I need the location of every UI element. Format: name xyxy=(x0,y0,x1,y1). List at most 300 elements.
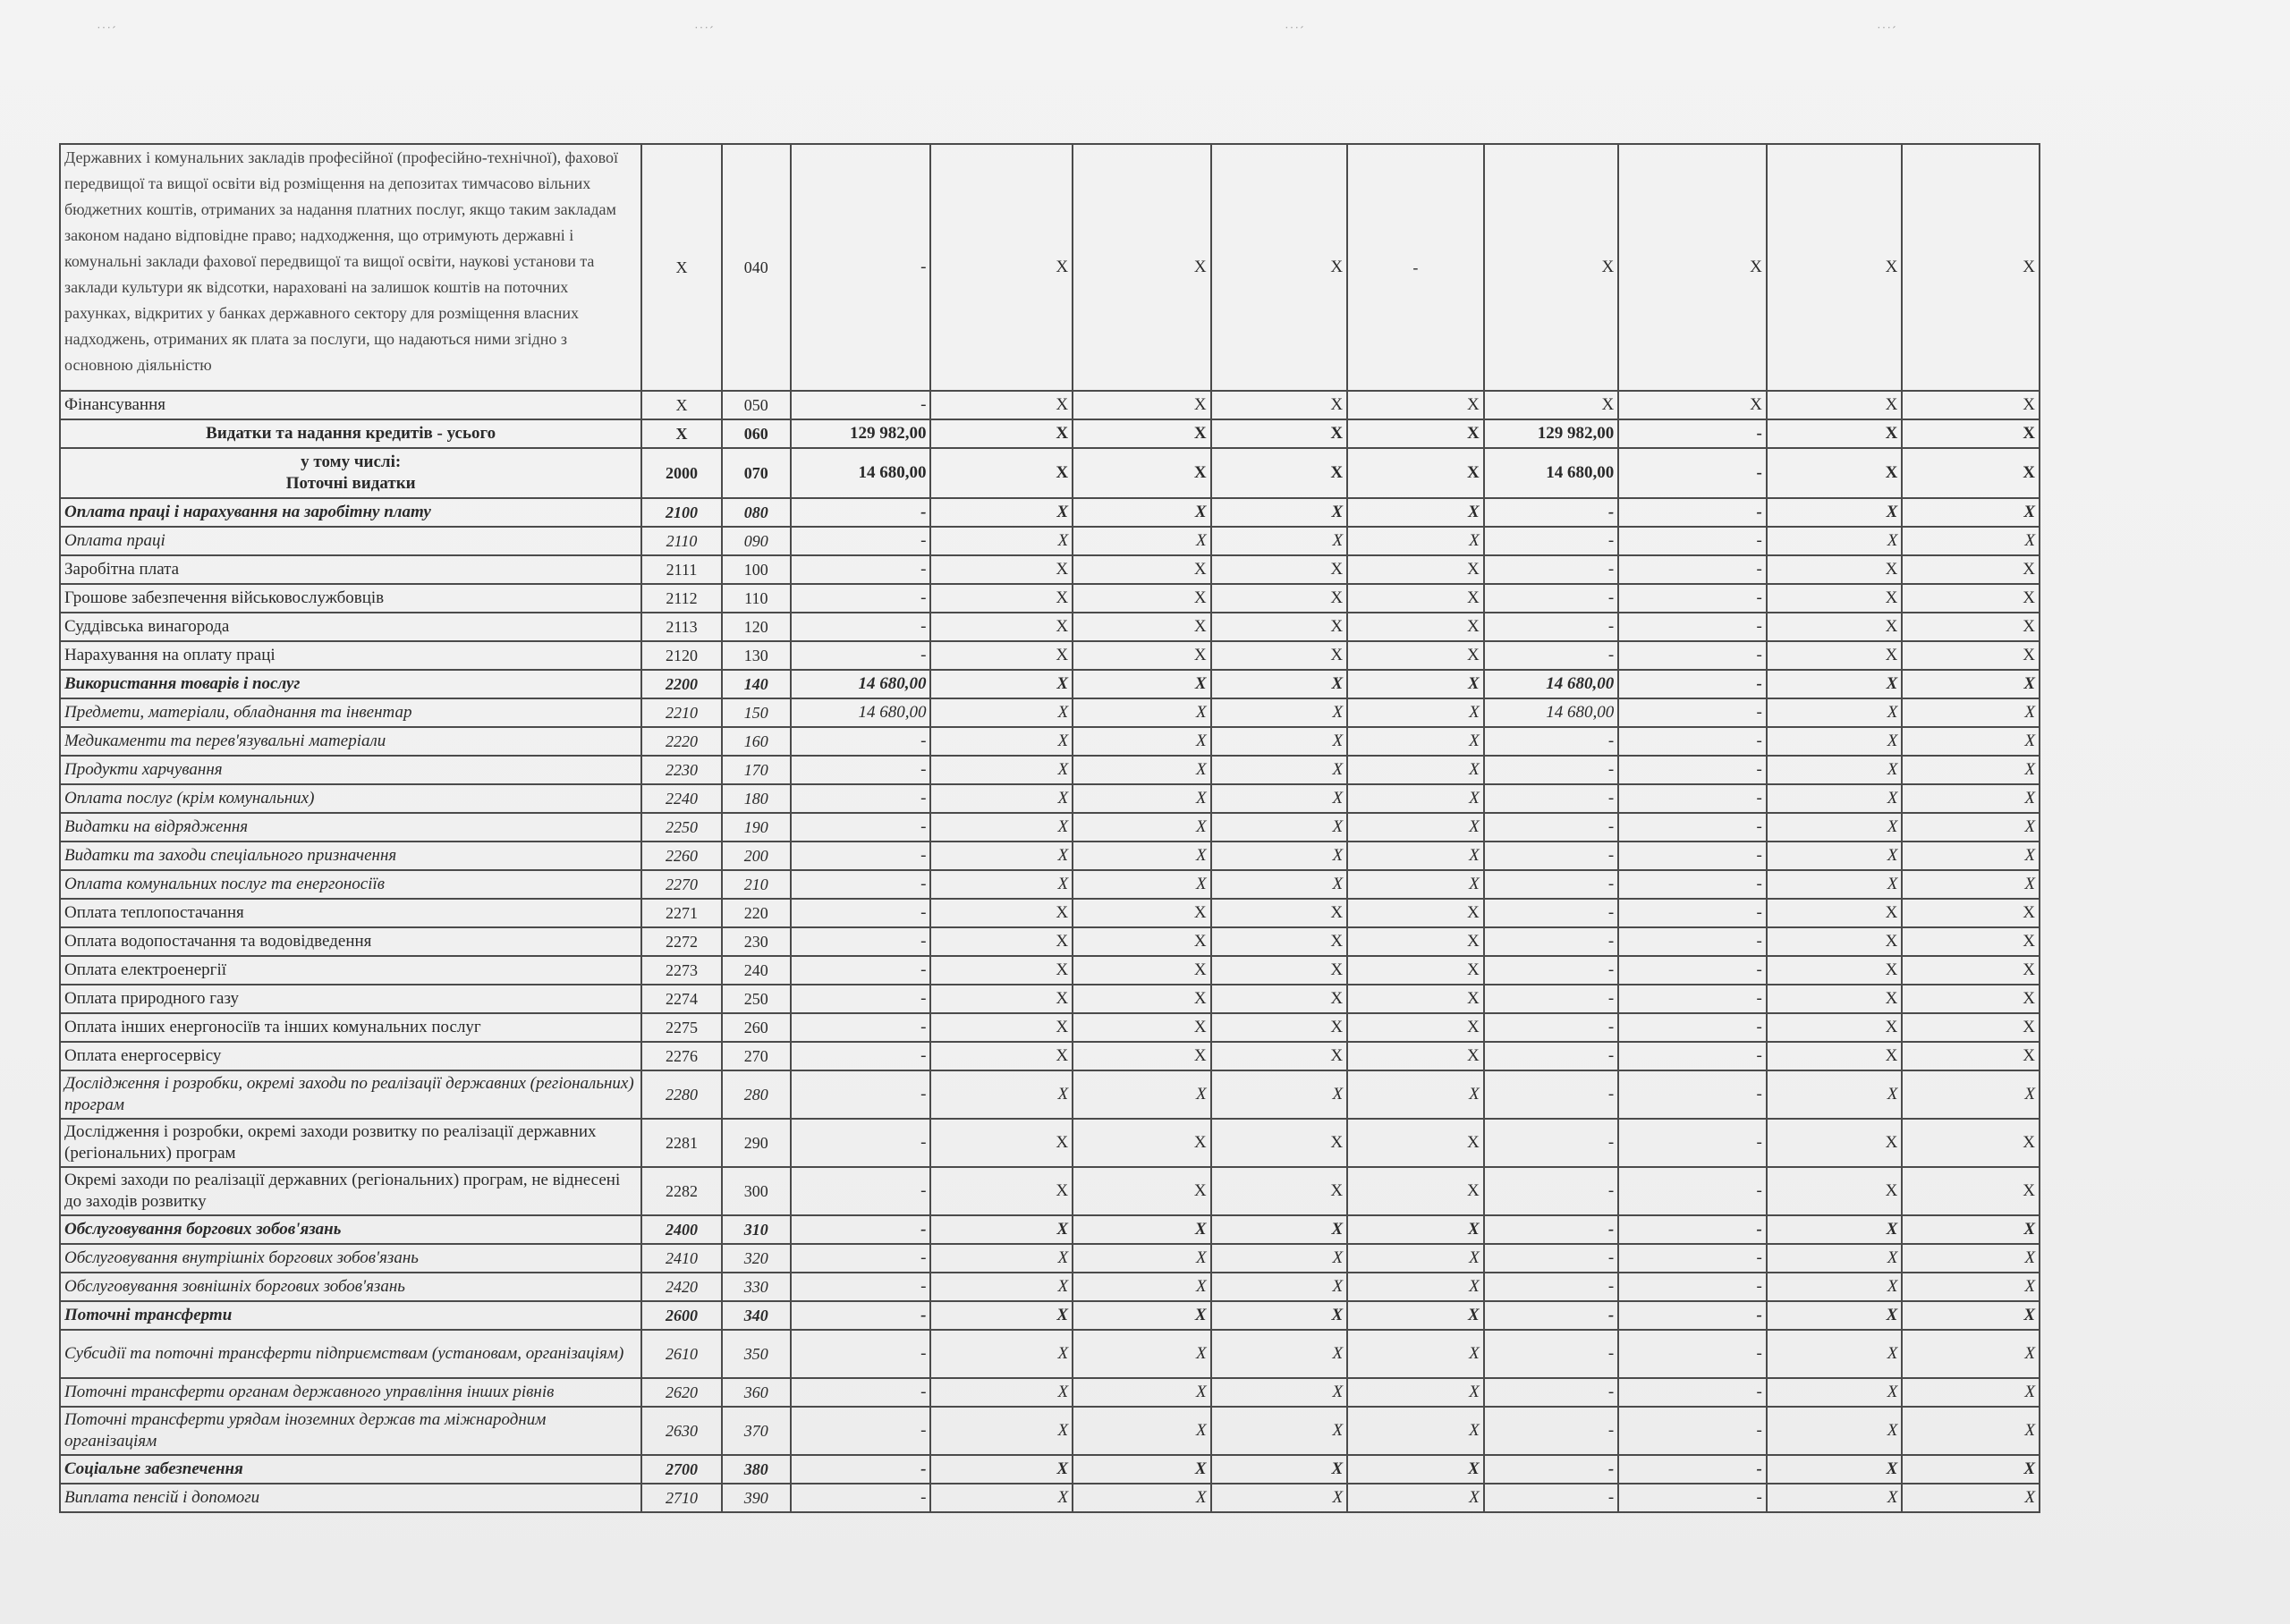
value-cell: Х xyxy=(1767,1378,1903,1407)
value-cell: Х xyxy=(1073,498,1211,527)
value-cell: - xyxy=(1484,1167,1619,1215)
value-cell: - xyxy=(1618,1013,1767,1042)
table-row xyxy=(60,1167,2040,1215)
value-cell: Х xyxy=(1347,555,1484,584)
value-cell: Х xyxy=(930,870,1073,899)
row-label: Державних і комунальних закладів професійної (професійно-технічної), фахової передвищої та вищої освіти від розміщення на депозитах тимчасово вільних бюджетних коштів, отриманих за надання платних послуг, якщо таким закладам законом надано відповідне право; надходження, що отримують державні і комунальні заклади фахової передвищої та вищої освіти, наукові установи та заклади культури як відсотки, нараховані на залишок коштів на поточних рахунках, відкритих у банках державного сектору для розміщення власних надходжень, отриманих як плата за послуги, що надаються ними згідно з основною діяльністю xyxy=(60,144,641,391)
value-cell: Х xyxy=(1347,613,1484,641)
value-cell: Х xyxy=(1073,1455,1211,1484)
value-cell: Х xyxy=(1902,870,2040,899)
value-cell: Х xyxy=(1902,144,2040,391)
kekv-code: 2273 xyxy=(641,956,721,985)
value-cell: Х xyxy=(1347,698,1484,727)
value-cell: Х xyxy=(1347,899,1484,927)
line-code: 060 xyxy=(722,419,791,448)
value-cell: - xyxy=(791,956,931,985)
value-cell: Х xyxy=(1902,1013,2040,1042)
table-row xyxy=(60,899,2040,927)
value-cell: - xyxy=(1484,727,1619,756)
value-cell: - xyxy=(1618,813,1767,842)
value-cell: Х xyxy=(1211,1070,1348,1119)
value-cell: Х xyxy=(1073,419,1211,448)
table-row xyxy=(60,555,2040,584)
value-cell: Х xyxy=(930,1407,1073,1455)
table-row xyxy=(60,698,2040,727)
value-cell: - xyxy=(1618,1378,1767,1407)
value-cell: Х xyxy=(1767,498,1903,527)
punch-mark: ˙˙˙´ xyxy=(97,25,117,38)
value-cell: - xyxy=(1484,555,1619,584)
line-code: 150 xyxy=(722,698,791,727)
value-cell: Х xyxy=(930,498,1073,527)
line-code: 280 xyxy=(722,1070,791,1119)
value-cell: Х xyxy=(930,1042,1073,1070)
value-cell: Х xyxy=(1767,641,1903,670)
value-cell: Х xyxy=(1902,448,2040,498)
value-cell: Х xyxy=(1767,527,1903,555)
value-cell: - xyxy=(791,1119,931,1167)
value-cell: - xyxy=(1618,1167,1767,1215)
value-cell: Х xyxy=(1211,613,1348,641)
value-cell: Х xyxy=(1767,670,1903,698)
line-code: 090 xyxy=(722,527,791,555)
value-cell: Х xyxy=(1211,1215,1348,1244)
table-row xyxy=(60,1042,2040,1070)
line-code: 070 xyxy=(722,448,791,498)
value-cell: Х xyxy=(1767,1070,1903,1119)
table-row xyxy=(60,670,2040,698)
value-cell: Х xyxy=(1767,1119,1903,1167)
value-cell: Х xyxy=(930,899,1073,927)
value-cell: Х xyxy=(1211,391,1348,419)
value-cell: Х xyxy=(930,584,1073,613)
budget-table xyxy=(59,143,2040,1513)
line-code: 050 xyxy=(722,391,791,419)
value-cell: 14 680,00 xyxy=(1484,670,1619,698)
value-cell: - xyxy=(1484,1301,1619,1330)
value-cell: Х xyxy=(1073,448,1211,498)
value-cell: Х xyxy=(1347,727,1484,756)
table-row xyxy=(60,1119,2040,1167)
row-label: Обслуговування внутрішніх боргових зобов'язань xyxy=(60,1244,641,1273)
kekv-code: 2120 xyxy=(641,641,721,670)
value-cell: Х xyxy=(930,144,1073,391)
value-cell: Х xyxy=(1073,670,1211,698)
value-cell: Х xyxy=(1347,1167,1484,1215)
value-cell: - xyxy=(1484,641,1619,670)
row-label: Оплата послуг (крім комунальних) xyxy=(60,784,641,813)
value-cell: Х xyxy=(1767,391,1903,419)
value-cell: - xyxy=(1618,670,1767,698)
value-cell: Х xyxy=(1902,1301,2040,1330)
value-cell: Х xyxy=(1347,419,1484,448)
row-label: Обслуговування зовнішніх боргових зобов'язань xyxy=(60,1273,641,1301)
value-cell: - xyxy=(791,1215,931,1244)
value-cell: Х xyxy=(1211,1167,1348,1215)
value-cell: Х xyxy=(1767,813,1903,842)
line-code: 370 xyxy=(722,1407,791,1455)
value-cell: Х xyxy=(1767,756,1903,784)
value-cell: Х xyxy=(1211,1484,1348,1512)
value-cell: Х xyxy=(1073,527,1211,555)
table-row xyxy=(60,1013,2040,1042)
value-cell: Х xyxy=(1073,1042,1211,1070)
value-cell: Х xyxy=(1073,870,1211,899)
kekv-code: Х xyxy=(641,391,721,419)
kekv-code: 2400 xyxy=(641,1215,721,1244)
kekv-code: 2260 xyxy=(641,842,721,870)
value-cell: - xyxy=(791,1070,931,1119)
value-cell: - xyxy=(1618,842,1767,870)
value-cell: Х xyxy=(1902,1070,2040,1119)
value-cell: - xyxy=(1484,1378,1619,1407)
value-cell: Х xyxy=(1211,956,1348,985)
value-cell: Х xyxy=(1767,899,1903,927)
value-cell: Х xyxy=(930,613,1073,641)
table-row xyxy=(60,448,2040,498)
line-code: 380 xyxy=(722,1455,791,1484)
value-cell: Х xyxy=(1211,842,1348,870)
value-cell: Х xyxy=(1902,1455,2040,1484)
value-cell: Х xyxy=(1211,1273,1348,1301)
value-cell: - xyxy=(1484,613,1619,641)
line-code: 250 xyxy=(722,985,791,1013)
value-cell: - xyxy=(791,584,931,613)
table-row xyxy=(60,527,2040,555)
kekv-code: 2600 xyxy=(641,1301,721,1330)
value-cell: Х xyxy=(1211,527,1348,555)
value-cell: Х xyxy=(1211,813,1348,842)
value-cell: Х xyxy=(1902,985,2040,1013)
value-cell: - xyxy=(1618,641,1767,670)
value-cell: - xyxy=(791,899,931,927)
value-cell: Х xyxy=(1073,391,1211,419)
row-label: Використання товарів і послуг xyxy=(60,670,641,698)
value-cell: Х xyxy=(1767,1273,1903,1301)
value-cell: Х xyxy=(1211,899,1348,927)
value-cell: - xyxy=(1618,985,1767,1013)
value-cell: Х xyxy=(1211,1244,1348,1273)
row-label-line: Поточні видатки xyxy=(285,474,416,493)
kekv-code: 2630 xyxy=(641,1407,721,1455)
value-cell: Х xyxy=(1347,1244,1484,1273)
row-label: Нарахування на оплату праці xyxy=(60,641,641,670)
value-cell: Х xyxy=(1211,670,1348,698)
value-cell: Х xyxy=(1902,1378,2040,1407)
value-cell: - xyxy=(1618,956,1767,985)
value-cell: Х xyxy=(1211,727,1348,756)
value-cell: Х xyxy=(930,1070,1073,1119)
line-code: 330 xyxy=(722,1273,791,1301)
line-code: 300 xyxy=(722,1167,791,1215)
value-cell: Х xyxy=(1347,641,1484,670)
line-code: 310 xyxy=(722,1215,791,1244)
value-cell: 14 680,00 xyxy=(791,448,931,498)
kekv-code: 2280 xyxy=(641,1070,721,1119)
row-label: Медикаменти та перев'язувальні матеріали xyxy=(60,727,641,756)
value-cell: Х xyxy=(1073,1273,1211,1301)
kekv-code: 2220 xyxy=(641,727,721,756)
value-cell: Х xyxy=(1902,1244,2040,1273)
value-cell: Х xyxy=(1347,813,1484,842)
value-cell: Х xyxy=(1902,927,2040,956)
table-row xyxy=(60,391,2040,419)
table-row xyxy=(60,784,2040,813)
value-cell: Х xyxy=(1767,1244,1903,1273)
value-cell: Х xyxy=(1902,1042,2040,1070)
value-cell: - xyxy=(791,641,931,670)
value-cell: - xyxy=(1484,584,1619,613)
value-cell: Х xyxy=(1767,1167,1903,1215)
line-code: 040 xyxy=(722,144,791,391)
value-cell: Х xyxy=(930,698,1073,727)
value-cell: Х xyxy=(1211,1455,1348,1484)
line-code: 180 xyxy=(722,784,791,813)
value-cell: - xyxy=(1618,1070,1767,1119)
value-cell: Х xyxy=(1073,1301,1211,1330)
value-cell: - xyxy=(791,1013,931,1042)
value-cell: Х xyxy=(1347,1215,1484,1244)
table-row xyxy=(60,870,2040,899)
value-cell: Х xyxy=(930,670,1073,698)
value-cell: Х xyxy=(1484,391,1619,419)
value-cell: - xyxy=(1618,1273,1767,1301)
value-cell: Х xyxy=(930,927,1073,956)
value-cell: - xyxy=(1618,698,1767,727)
value-cell: Х xyxy=(1347,985,1484,1013)
value-cell: - xyxy=(1618,1455,1767,1484)
value-cell: - xyxy=(1618,1301,1767,1330)
row-label: Поточні трансферти органам державного управління інших рівнів xyxy=(60,1378,641,1407)
value-cell: Х xyxy=(1347,1119,1484,1167)
value-cell: Х xyxy=(1073,555,1211,584)
value-cell: 129 982,00 xyxy=(791,419,931,448)
kekv-code: Х xyxy=(641,144,721,391)
value-cell: - xyxy=(1484,498,1619,527)
value-cell: - xyxy=(791,756,931,784)
value-cell: - xyxy=(1618,1407,1767,1455)
value-cell: Х xyxy=(1767,448,1903,498)
value-cell: Х xyxy=(1902,1215,2040,1244)
value-cell: Х xyxy=(1211,1013,1348,1042)
value-cell: Х xyxy=(1347,756,1484,784)
value-cell: - xyxy=(791,527,931,555)
kekv-code: 2111 xyxy=(641,555,721,584)
table-row xyxy=(60,498,2040,527)
value-cell: - xyxy=(1618,584,1767,613)
value-cell: Х xyxy=(930,1273,1073,1301)
value-cell: - xyxy=(1484,1042,1619,1070)
value-cell: Х xyxy=(930,1244,1073,1273)
line-code: 100 xyxy=(722,555,791,584)
value-cell: - xyxy=(1484,1273,1619,1301)
value-cell: - xyxy=(1618,613,1767,641)
value-cell: Х xyxy=(1347,1330,1484,1378)
value-cell: Х xyxy=(930,1484,1073,1512)
kekv-code: 2274 xyxy=(641,985,721,1013)
row-label: Оплата праці і нарахування на заробітну плату xyxy=(60,498,641,527)
value-cell: - xyxy=(1484,1455,1619,1484)
value-cell: - xyxy=(1618,419,1767,448)
value-cell: Х xyxy=(1767,584,1903,613)
table-row xyxy=(60,1273,2040,1301)
value-cell: - xyxy=(1484,527,1619,555)
value-cell: 129 982,00 xyxy=(1484,419,1619,448)
value-cell: Х xyxy=(1211,870,1348,899)
value-cell: Х xyxy=(1211,985,1348,1013)
value-cell: - xyxy=(1484,985,1619,1013)
value-cell: Х xyxy=(1073,985,1211,1013)
value-cell: Х xyxy=(930,727,1073,756)
value-cell: Х xyxy=(1073,927,1211,956)
value-cell: - xyxy=(1618,527,1767,555)
value-cell: Х xyxy=(1211,498,1348,527)
value-cell: Х xyxy=(1073,813,1211,842)
value-cell: - xyxy=(1484,813,1619,842)
value-cell: Х xyxy=(1211,927,1348,956)
value-cell: Х xyxy=(1211,419,1348,448)
value-cell: - xyxy=(1618,927,1767,956)
row-label: Оплата електроенергії xyxy=(60,956,641,985)
value-cell: - xyxy=(791,144,931,391)
line-code: 210 xyxy=(722,870,791,899)
value-cell: Х xyxy=(930,956,1073,985)
value-cell: Х xyxy=(1073,1244,1211,1273)
row-label xyxy=(60,448,641,498)
value-cell: - xyxy=(1618,870,1767,899)
kekv-code: 2250 xyxy=(641,813,721,842)
value-cell: Х xyxy=(930,448,1073,498)
table-row xyxy=(60,419,2040,448)
line-code: 340 xyxy=(722,1301,791,1330)
table-row xyxy=(60,956,2040,985)
value-cell: - xyxy=(1618,555,1767,584)
value-cell: Х xyxy=(1347,784,1484,813)
value-cell: Х xyxy=(1073,1013,1211,1042)
value-cell: - xyxy=(1618,1042,1767,1070)
value-cell: Х xyxy=(1211,584,1348,613)
value-cell: Х xyxy=(1902,899,2040,927)
value-cell: Х xyxy=(1211,1042,1348,1070)
line-code: 350 xyxy=(722,1330,791,1378)
kekv-code: 2270 xyxy=(641,870,721,899)
value-cell: Х xyxy=(930,842,1073,870)
kekv-code: 2000 xyxy=(641,448,721,498)
value-cell: Х xyxy=(1902,391,2040,419)
value-cell: Х xyxy=(1767,419,1903,448)
row-label: Оплата природного газу xyxy=(60,985,641,1013)
table-row xyxy=(60,1407,2040,1455)
punch-mark: ˙˙˙´ xyxy=(1285,25,1305,38)
value-cell: - xyxy=(1484,1244,1619,1273)
value-cell: Х xyxy=(930,1378,1073,1407)
value-cell: - xyxy=(1484,870,1619,899)
value-cell: - xyxy=(791,784,931,813)
value-cell: Х xyxy=(1902,1407,2040,1455)
value-cell: Х xyxy=(930,1301,1073,1330)
value-cell: Х xyxy=(1211,1330,1348,1378)
value-cell: Х xyxy=(1767,144,1903,391)
table-row xyxy=(60,1244,2040,1273)
line-code: 320 xyxy=(722,1244,791,1273)
kekv-code: 2230 xyxy=(641,756,721,784)
value-cell: Х xyxy=(1347,527,1484,555)
line-code: 390 xyxy=(722,1484,791,1512)
value-cell: Х xyxy=(930,784,1073,813)
row-label: Оплата інших енергоносіїв та інших комунальних послуг xyxy=(60,1013,641,1042)
row-label: Виплата пенсій і допомоги xyxy=(60,1484,641,1512)
value-cell: - xyxy=(1618,1484,1767,1512)
value-cell: - xyxy=(791,1378,931,1407)
table-row xyxy=(60,842,2040,870)
value-cell: - xyxy=(791,813,931,842)
value-cell: Х xyxy=(1347,670,1484,698)
punch-mark: ˙˙˙´ xyxy=(1877,25,1897,38)
table-row xyxy=(60,727,2040,756)
value-cell: Х xyxy=(1347,391,1484,419)
value-cell: - xyxy=(1484,842,1619,870)
line-code: 260 xyxy=(722,1013,791,1042)
value-cell: 14 680,00 xyxy=(1484,698,1619,727)
value-cell: - xyxy=(791,1301,931,1330)
value-cell: Х xyxy=(1073,1407,1211,1455)
value-cell: Х xyxy=(1618,144,1767,391)
value-cell: Х xyxy=(1347,927,1484,956)
kekv-code: 2282 xyxy=(641,1167,721,1215)
value-cell: - xyxy=(1618,784,1767,813)
kekv-code: 2100 xyxy=(641,498,721,527)
value-cell: Х xyxy=(1767,1330,1903,1378)
value-cell: Х xyxy=(1073,1167,1211,1215)
value-cell: - xyxy=(791,927,931,956)
value-cell: - xyxy=(791,498,931,527)
value-cell: Х xyxy=(1211,555,1348,584)
value-cell: Х xyxy=(1902,698,2040,727)
row-label: Оплата енергосервісу xyxy=(60,1042,641,1070)
kekv-code: 2275 xyxy=(641,1013,721,1042)
value-cell: Х xyxy=(1347,1484,1484,1512)
value-cell: Х xyxy=(1902,1484,2040,1512)
table-row xyxy=(60,1378,2040,1407)
punch-mark: ˙˙˙´ xyxy=(694,25,715,38)
value-cell: Х xyxy=(1073,784,1211,813)
value-cell: - xyxy=(791,1407,931,1455)
value-cell: - xyxy=(1618,899,1767,927)
value-cell: Х xyxy=(1347,1455,1484,1484)
value-cell: Х xyxy=(1347,584,1484,613)
value-cell: Х xyxy=(1902,756,2040,784)
value-cell: Х xyxy=(930,419,1073,448)
table-row xyxy=(60,813,2040,842)
value-cell: Х xyxy=(1211,641,1348,670)
kekv-code: 2200 xyxy=(641,670,721,698)
value-cell: - xyxy=(1484,1330,1619,1378)
row-label: Фінансування xyxy=(60,391,641,419)
row-label: Поточні трансферти урядам іноземних держав та міжнародним організаціям xyxy=(60,1407,641,1455)
value-cell: - xyxy=(791,555,931,584)
value-cell: - xyxy=(791,613,931,641)
value-cell: Х xyxy=(1902,727,2040,756)
row-label: Суддівська винагорода xyxy=(60,613,641,641)
kekv-code: 2700 xyxy=(641,1455,721,1484)
value-cell: Х xyxy=(1902,555,2040,584)
value-cell: Х xyxy=(1767,842,1903,870)
value-cell: - xyxy=(1484,756,1619,784)
value-cell: 14 680,00 xyxy=(791,670,931,698)
line-code: 110 xyxy=(722,584,791,613)
row-label: Продукти харчування xyxy=(60,756,641,784)
value-cell: Х xyxy=(1211,698,1348,727)
